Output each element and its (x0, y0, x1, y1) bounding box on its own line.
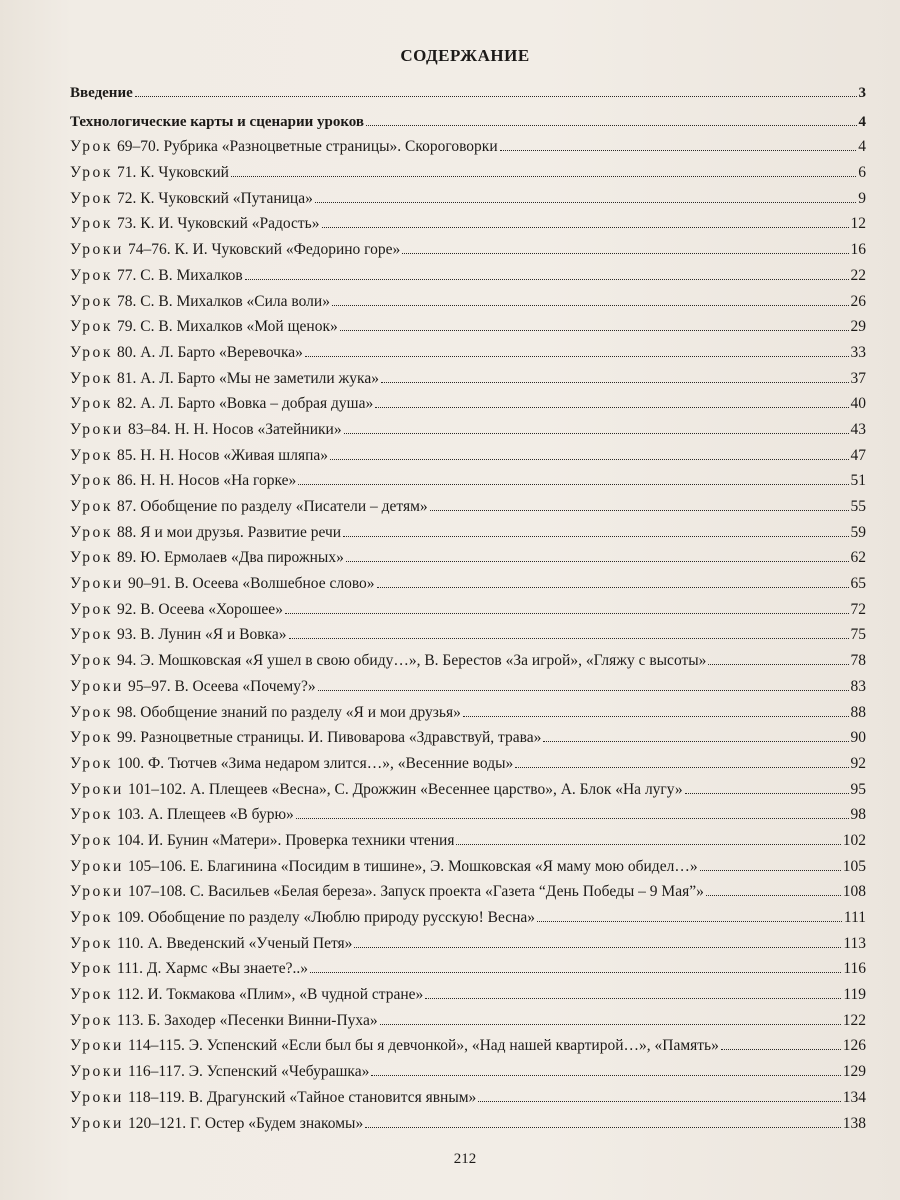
lesson-kind: Урок (70, 318, 114, 336)
lesson-title: 86. Н. Н. Носов «На горке» (117, 472, 297, 490)
dot-leader (402, 253, 848, 254)
dot-leader (231, 176, 856, 177)
toc-entry-page: 98 (850, 806, 866, 824)
dot-leader (315, 202, 856, 203)
toc-entry-title (70, 1063, 369, 1081)
dot-leader (463, 716, 849, 717)
toc-entry-page: 47 (850, 446, 866, 464)
lesson-kind: Уроки (70, 677, 124, 695)
toc-entry-page: 43 (850, 420, 866, 438)
dot-leader (365, 1127, 841, 1128)
lesson-title: 94. Э. Мошковская «Я ушел в свою обиду…», В. Берестов «За игрой», «Гляжу с высоты» (117, 652, 707, 670)
lesson-kind: Урок (70, 934, 114, 952)
toc-entry-page: 92 (850, 754, 866, 772)
dot-leader (366, 125, 856, 126)
lesson-kind: Урок (70, 138, 114, 156)
toc-entry-title (70, 806, 294, 824)
lesson-kind: Урок (70, 909, 114, 926)
toc-entry (70, 542, 866, 568)
lesson-kind: Урок (70, 1011, 114, 1029)
toc-entry-title (70, 421, 342, 439)
lesson-title: 116–117. Э. Успенский «Чебурашка» (127, 1063, 370, 1081)
lesson-title: 72. К. Чуковский «Путаница» (117, 189, 313, 207)
toc-entry-title (70, 524, 341, 542)
toc-entry-page: 134 (842, 1088, 866, 1106)
lesson-kind: Уроки (70, 780, 124, 798)
dot-leader (296, 818, 849, 819)
toc-entry-page: 108 (842, 883, 866, 901)
table-of-contents (70, 76, 866, 1133)
toc-entry-title (70, 472, 296, 490)
lesson-kind: Уроки (70, 1063, 124, 1081)
lesson-kind: Урок (70, 266, 114, 284)
dot-leader (478, 1101, 840, 1102)
toc-entry-title (70, 729, 541, 747)
dot-leader (322, 227, 849, 228)
toc-entry-title (70, 164, 229, 182)
toc-entry (70, 439, 866, 465)
lesson-title: 99. Разноцветные страницы. И. Пивоварова «Здравствуй, трава» (117, 729, 542, 747)
dot-leader (346, 561, 849, 562)
lesson-kind: Урок (70, 164, 114, 182)
toc-entry (70, 336, 866, 362)
lesson-title: 109. Обобщение по разделу «Люблю природу русскую! Весна» (117, 909, 536, 926)
toc-entry (70, 105, 866, 131)
toc-entry-title (70, 832, 454, 850)
lesson-title: 104. И. Бунин «Матери». Проверка техники чтения (117, 831, 455, 849)
lesson-title: 79. С. В. Михалков «Мой щенок» (117, 318, 338, 336)
toc-entry-title (70, 909, 535, 927)
lesson-kind: Урок (70, 703, 114, 721)
lesson-kind: Уроки (70, 1037, 124, 1055)
page-title: СОДЕРЖАНИЕ (400, 46, 530, 65)
dot-leader (708, 664, 848, 665)
lesson-title: 103. А. Плещеев «В бурю» (117, 806, 294, 824)
toc-entry-page: 9 (858, 189, 866, 207)
toc-entry (70, 567, 866, 593)
toc-entry-page: 113 (843, 934, 866, 952)
dot-leader (500, 150, 857, 151)
toc-entry (70, 388, 866, 414)
lesson-title: 80. А. Л. Барто «Веревочка» (117, 343, 303, 361)
toc-entry-page: 16 (850, 241, 866, 259)
lesson-kind: Урок (70, 215, 114, 233)
lesson-title: Введение (70, 85, 133, 101)
toc-entry-page: 59 (850, 523, 866, 541)
dot-leader (330, 459, 849, 460)
toc-entry-title (70, 215, 320, 233)
toc-entry (70, 413, 866, 439)
dot-leader (685, 793, 849, 794)
toc-entry (70, 516, 866, 542)
toc-entry-page: 83 (850, 677, 866, 695)
toc-entry-page: 26 (850, 292, 866, 310)
toc-entry (70, 953, 866, 979)
lesson-kind: Урок (70, 600, 114, 618)
dot-leader (340, 330, 849, 331)
dot-leader (318, 690, 849, 691)
lesson-title: 89. Ю. Ермолаев «Два пирожных» (117, 549, 344, 567)
toc-entry-page: 116 (843, 960, 866, 978)
toc-entry-page: 78 (850, 652, 866, 670)
lesson-kind: Уроки (70, 883, 124, 901)
lesson-title: 77. С. В. Михалков (117, 266, 243, 284)
lesson-title: 69–70. Рубрика «Разноцветные страницы». Скороговорки (117, 138, 498, 156)
toc-entry-page: 62 (850, 549, 866, 567)
toc-entry (70, 465, 866, 491)
lesson-title: 83–84. Н. Н. Носов «Затейники» (127, 420, 342, 438)
toc-entry-page: 12 (850, 215, 866, 233)
lesson-kind: Уроки (70, 241, 124, 259)
toc-entry-page: 72 (850, 600, 866, 618)
toc-entry-page: 65 (850, 575, 866, 593)
lesson-title: 120–121. Г. Остер «Будем знакомы» (127, 1114, 364, 1132)
lesson-kind: Урок (70, 960, 114, 978)
toc-entry-page: 3 (858, 85, 866, 101)
lesson-title: 111. Д. Хармс «Вы знаете?..» (117, 960, 308, 978)
lesson-kind: Уроки (70, 1114, 124, 1132)
lesson-title: 118–119. В. Драгунский «Тайное становится явным» (127, 1088, 477, 1106)
dot-leader (343, 536, 848, 537)
toc-entry-page: 105 (842, 857, 866, 875)
toc-entry-title (70, 575, 375, 593)
toc-entry-page: 102 (842, 831, 866, 849)
toc-entry-page: 90 (850, 729, 866, 747)
toc-entry-title (70, 241, 400, 259)
toc-entry (70, 876, 866, 902)
dot-leader (377, 587, 849, 588)
lesson-title: 107–108. С. Васильев «Белая береза». Запуск проекта «Газета “День Победы – 9 Мая”» (127, 883, 704, 901)
toc-entry (70, 722, 866, 748)
lesson-kind: Урок (70, 729, 114, 747)
toc-entry-page: 55 (850, 498, 866, 515)
toc-entry-title (70, 549, 344, 567)
toc-entry-page: 119 (843, 986, 866, 1004)
toc-entry-title (70, 883, 704, 901)
toc-entry (70, 593, 866, 619)
toc-entry-page: 88 (850, 703, 866, 721)
toc-entry (70, 927, 866, 953)
lesson-title: 95–97. В. Осеева «Почему?» (127, 677, 316, 695)
dot-leader (344, 433, 849, 434)
lesson-title: 93. В. Лунин «Я и Вовка» (117, 626, 287, 644)
lesson-title: 105–106. Е. Благинина «Посидим в тишине», Э. Мошковская «Я маму мою обидел…» (127, 857, 698, 875)
page-number: 212 (453, 1151, 477, 1167)
lesson-title: 81. А. Л. Барто «Мы не заметили жука» (117, 369, 379, 387)
lesson-kind: Урок (70, 652, 114, 670)
toc-entry-title (70, 344, 303, 362)
toc-entry-page: 40 (850, 395, 866, 413)
toc-entry-title (70, 1115, 363, 1133)
toc-entry-title (70, 267, 243, 285)
toc-entry-title (70, 318, 338, 336)
toc-entry-page: 6 (858, 164, 866, 182)
toc-entry-title (70, 138, 498, 156)
dot-leader (375, 407, 848, 408)
toc-entry-title (70, 755, 513, 773)
dot-leader (706, 895, 841, 896)
toc-entry-page: 129 (842, 1063, 866, 1081)
toc-entry-title (70, 601, 283, 619)
toc-entry-title (70, 498, 428, 516)
toc-entry-title (70, 1037, 719, 1055)
dot-leader (354, 947, 841, 948)
toc-entry (70, 1030, 866, 1056)
lesson-kind: Уроки (70, 420, 124, 438)
toc-entry-title (70, 114, 364, 131)
lesson-kind: Урок (70, 395, 114, 413)
toc-entry (70, 131, 866, 157)
lesson-kind: Урок (70, 292, 114, 310)
toc-entry (70, 644, 866, 670)
toc-entry-title (70, 447, 328, 465)
toc-entry-title (70, 960, 308, 978)
toc-entry (70, 362, 866, 388)
toc-entry-page: 95 (850, 780, 866, 798)
dot-leader (305, 356, 849, 357)
toc-entry-title (70, 370, 379, 388)
toc-entry-page: 138 (842, 1114, 866, 1132)
toc-entry (70, 208, 866, 234)
toc-entry (70, 311, 866, 337)
dot-leader (700, 870, 841, 871)
lesson-title: 114–115. Э. Успенский «Если был бы я девчонкой», «Над нашей квартирой…», «Память» (127, 1037, 719, 1055)
toc-entry (70, 901, 866, 927)
lesson-title: 113. Б. Заходер «Песенки Винни-Пуха» (117, 1011, 378, 1029)
toc-entry-page: 22 (850, 266, 866, 284)
lesson-title: 73. К. И. Чуковский «Радость» (117, 215, 320, 233)
dot-leader (285, 613, 849, 614)
lesson-kind: Урок (70, 472, 114, 490)
lesson-title: 85. Н. Н. Носов «Живая шляпа» (117, 446, 328, 464)
dot-leader (543, 741, 848, 742)
dot-leader (310, 972, 841, 973)
toc-entry-title (70, 85, 133, 102)
lesson-title: 87. Обобщение по разделу «Писатели – детям» (117, 498, 428, 515)
dot-leader (537, 921, 842, 922)
dot-leader (425, 998, 841, 999)
toc-entry (70, 1004, 866, 1030)
toc-entry (70, 285, 866, 311)
toc-entry-page: 126 (842, 1037, 866, 1055)
toc-entry (70, 619, 866, 645)
dot-leader (289, 638, 849, 639)
dot-leader (135, 96, 857, 97)
toc-entry (70, 233, 866, 259)
lesson-title: Технологические карты и сценарии уроков (70, 113, 365, 130)
lesson-kind: Урок (70, 986, 114, 1004)
lesson-title: 82. А. Л. Барто «Вовка – добрая душа» (117, 395, 374, 413)
toc-entry (70, 490, 866, 516)
dot-leader (371, 1075, 840, 1076)
lesson-title: 71. К. Чуковский (117, 164, 229, 182)
toc-entry-page: 37 (850, 369, 866, 387)
toc-entry-title (70, 1089, 476, 1107)
toc-entry (70, 824, 866, 850)
lesson-kind: Уроки (70, 575, 124, 593)
lesson-title: 101–102. А. Плещеев «Весна», С. Дрожжин «Весеннее царство», А. Блок «На лугу» (127, 780, 683, 798)
toc-entry (70, 696, 866, 722)
lesson-title: 92. В. Осеева «Хорошее» (117, 600, 283, 618)
toc-entry-page: 75 (850, 626, 866, 644)
dot-leader (298, 484, 848, 485)
toc-entry-title (70, 652, 706, 670)
toc-entry-title (70, 293, 330, 311)
dot-leader (456, 844, 840, 845)
lesson-kind: Урок (70, 343, 114, 361)
dot-leader (381, 382, 849, 383)
toc-entry (70, 850, 866, 876)
lesson-title: 98. Обобщение знаний по разделу «Я и мои друзья» (117, 703, 461, 721)
lesson-kind: Урок (70, 369, 114, 387)
toc-entry-title (70, 986, 423, 1004)
lesson-kind: Урок (70, 189, 114, 207)
toc-entry-title (70, 704, 461, 722)
toc-entry-page: 111 (843, 909, 866, 926)
toc-entry-page: 4 (858, 138, 866, 156)
lesson-title: 88. Я и мои друзья. Развитие речи (117, 523, 342, 541)
lesson-kind: Уроки (70, 857, 124, 875)
lesson-title: 74–76. К. И. Чуковский «Федорино горе» (127, 241, 401, 259)
toc-entry-title (70, 678, 316, 696)
toc-entry-title (70, 395, 373, 413)
lesson-title: 90–91. В. Осеева «Волшебное слово» (127, 575, 375, 593)
lesson-title: 100. Ф. Тютчев «Зима недаром злится…», «Весенние воды» (117, 754, 514, 772)
toc-entry-title (70, 935, 352, 953)
toc-entry-page: 33 (850, 343, 866, 361)
toc-entry (70, 1081, 866, 1107)
lesson-kind: Урок (70, 549, 114, 567)
toc-entry-title (70, 626, 287, 644)
lesson-kind: Урок (70, 498, 114, 515)
toc-entry (70, 773, 866, 799)
lesson-title: 110. А. Введенский «Ученый Петя» (117, 934, 353, 952)
lesson-kind: Урок (70, 626, 114, 644)
lesson-kind: Урок (70, 523, 114, 541)
toc-entry (70, 978, 866, 1004)
toc-entry (70, 1055, 866, 1081)
lesson-kind: Урок (70, 806, 114, 824)
toc-entry-page: 51 (850, 472, 866, 490)
lesson-kind: Уроки (70, 1088, 124, 1106)
toc-entry (70, 799, 866, 825)
toc-entry-title (70, 858, 698, 876)
toc-entry-title (70, 781, 683, 799)
lesson-kind: Урок (70, 446, 114, 464)
dot-leader (721, 1049, 841, 1050)
lesson-kind: Урок (70, 831, 114, 849)
lesson-title: 112. И. Токмакова «Плим», «В чудной стране» (117, 986, 424, 1004)
dot-leader (430, 510, 849, 511)
toc-entry-title (70, 1012, 378, 1030)
lesson-kind: Урок (70, 754, 114, 772)
toc-entry-page: 4 (858, 113, 866, 130)
dot-leader (380, 1024, 841, 1025)
toc-entry (70, 670, 866, 696)
toc-entry (70, 182, 866, 208)
dot-leader (245, 279, 849, 280)
dot-leader (515, 767, 848, 768)
dot-leader (332, 305, 849, 306)
toc-entry-page: 122 (842, 1011, 866, 1029)
toc-entry (70, 259, 866, 285)
toc-entry-title (70, 190, 313, 208)
toc-entry (70, 76, 866, 102)
toc-entry (70, 747, 866, 773)
toc-entry-page: 29 (850, 318, 866, 336)
toc-entry (70, 1107, 866, 1133)
toc-entry (70, 156, 866, 182)
lesson-title: 78. С. В. Михалков «Сила воли» (117, 292, 330, 310)
